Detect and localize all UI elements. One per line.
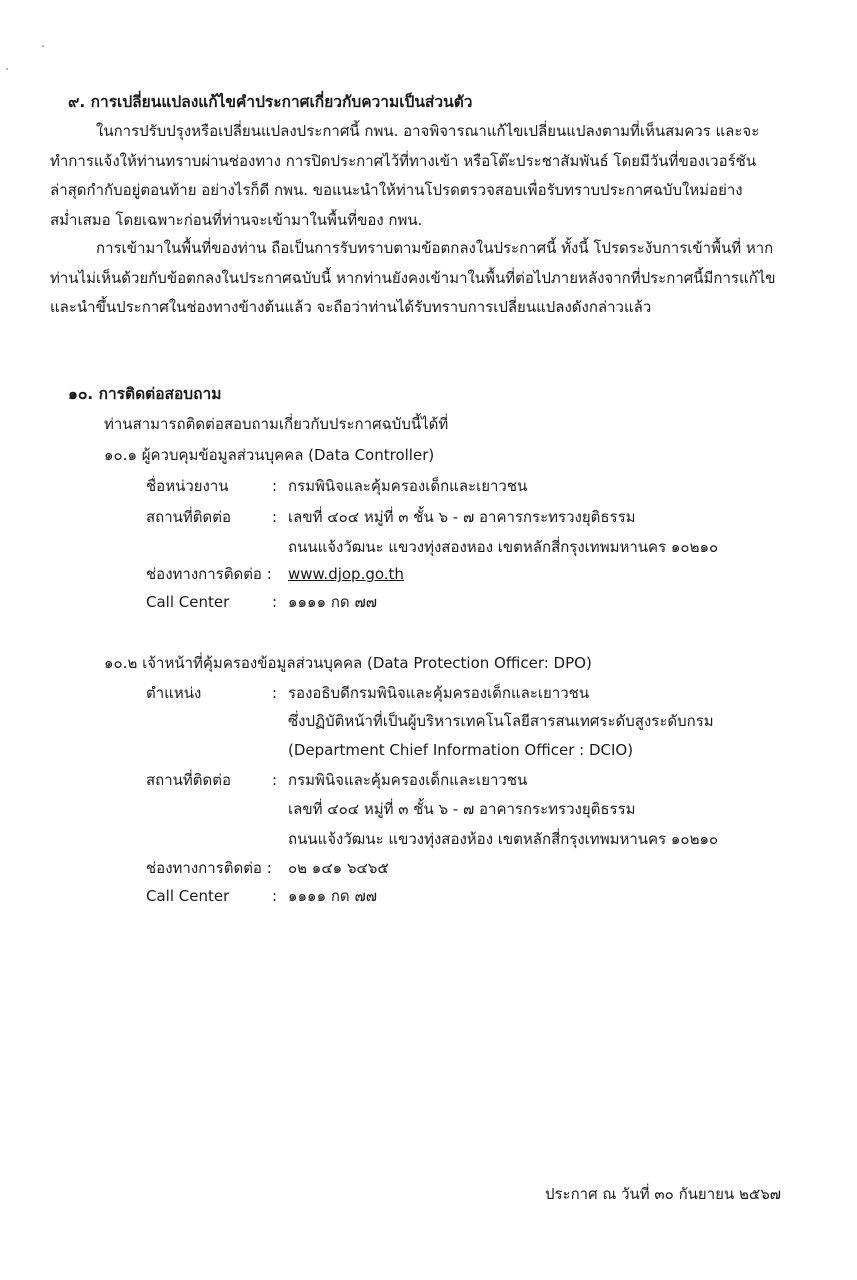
callcenter-value: ๑๑๑๑ กด ๗๗ xyxy=(288,887,378,905)
position-line-2: ซึ่งปฏิบัติหน้าที่เป็นผู้บริหารเทคโนโลยีสารสนเทศระดับสูงระดับกรม xyxy=(288,712,714,730)
colon-separator: : xyxy=(272,887,278,905)
phone-value: ๐๒ ๑๔๑ ๖๔๖๕ xyxy=(288,859,389,877)
address-label: สถานที่ติดต่อ xyxy=(146,508,232,526)
address-line-2: เลขที่ ๔๐๔ หมู่ที่ ๓ ชั้น ๖ - ๗ อาคารกระทรวงยุติธรรม xyxy=(288,800,636,818)
colon-separator: : xyxy=(272,684,278,702)
callcenter-label: Call Center xyxy=(146,887,230,905)
position-line-1: รองอธิบดีกรมพินิจและคุ้มครองเด็กและเยาวชน xyxy=(288,684,590,702)
section-10-heading: ๑๐. การติดต่อสอบถาม xyxy=(68,385,222,403)
colon-separator: : xyxy=(272,508,278,526)
callcenter-label: Call Center xyxy=(146,593,230,611)
subsection-10-2-title: ๑๐.๒ เจ้าหน้าที่คุ้มครองข้อมูลส่วนบุคคล (Data Protection Officer: DPO) xyxy=(104,654,592,672)
scan-speck xyxy=(42,45,44,47)
unit-label: ชื่อหน่วยงาน xyxy=(146,477,229,495)
address-line-3: ถนนแจ้งวัฒนะ แขวงทุ่งสองห้อง เขตหลักสี่กรุงเทพมหานคร ๑๐๒๑๐ xyxy=(288,830,719,848)
channel-label: ช่องทางการติดต่อ : xyxy=(146,565,272,583)
callcenter-value: ๑๑๑๑ กด ๗๗ xyxy=(288,593,378,611)
unit-value: กรมพินิจและคุ้มครองเด็กและเยาวชน xyxy=(288,477,528,495)
channel-label: ช่องทางการติดต่อ : xyxy=(146,859,272,877)
address-line-1: เลขที่ ๔๐๔ หมู่ที่ ๓ ชั้น ๖ - ๗ อาคารกระทรวงยุติธรรม xyxy=(288,508,636,526)
colon-separator: : xyxy=(272,771,278,789)
announcement-date: ประกาศ ณ วันที่ ๓๐ กันยายน ๒๕๖๗ xyxy=(544,1185,781,1203)
section-9-paragraph-2: การเข้ามาในพื้นที่ของท่าน ถือเป็นการรับทราบตามข้อตกลงในประกาศนี้ ทั้งนี้ โปรดระงับการเข้าพื้นที่ หากท่านไม่เห็นด้วยกับข้อตกลงในประกาศฉบับนี้ หากท่านยังคงเข้ามาในพื้นที่ต่อไปภายหลังจากที่ประกาศนี้มีการแก้ไขและนำขึ้นประกาศในช่องทางข้างต้นแล้ว จะถือว่าท่านได้รับทราบการเปลี่ยนแปลงดังกล่าวแล้ว xyxy=(50,239,776,316)
colon-separator: : xyxy=(272,477,278,495)
position-line-3: (Department Chief Information Officer : DCIO) xyxy=(288,741,634,759)
section-9-heading: ๙. การเปลี่ยนแปลงแก้ไขคำประกาศเกี่ยวกับความเป็นส่วนตัว xyxy=(68,93,473,111)
address-line-2: ถนนแจ้งวัฒนะ แขวงทุ่งสองหอง เขตหลักสี่กรุงเทพมหานคร ๑๐๒๑๐ xyxy=(288,538,719,556)
section-10-intro: ท่านสามารถติดต่อสอบถามเกี่ยวกับประกาศฉบับนี้ได้ที่ xyxy=(104,415,449,433)
colon-separator: : xyxy=(272,593,278,611)
address-label: สถานที่ติดต่อ xyxy=(146,771,232,789)
scan-speck xyxy=(6,68,8,70)
website-link[interactable]: www.djop.go.th xyxy=(288,565,404,583)
address-line-1: กรมพินิจและคุ้มครองเด็กและเยาวชน xyxy=(288,771,528,789)
subsection-10-1-title: ๑๐.๑ ผู้ควบคุมข้อมูลส่วนบุคคล (Data Controller) xyxy=(104,446,435,464)
section-9-paragraph-1: ในการปรับปรุงหรือเปลี่ยนแปลงประกาศนี้ กพน. อาจพิจารณาแก้ไขเปลี่ยนแปลงตามที่เห็นสมควร และจะทำการแจ้งให้ท่านทราบผ่านช่องทาง การปิดประกาศไว้ที่ทางเข้า หรือโต๊ะประชาสัมพันธ์ โดยมีวันที่ของเวอร์ชันล่าสุดกำกับอยู่ตอนท้าย อย่างไรก็ดี กพน. ขอแนะนำให้ท่านโปรดตรวจสอบเพื่อรับทราบประกาศฉบับใหม่อย่างสม่ำเสมอ โดยเฉพาะก่อนที่ท่านจะเข้ามาในพื้นที่ของ กพน. xyxy=(50,122,760,229)
position-label: ตำแหน่ง xyxy=(146,684,202,702)
